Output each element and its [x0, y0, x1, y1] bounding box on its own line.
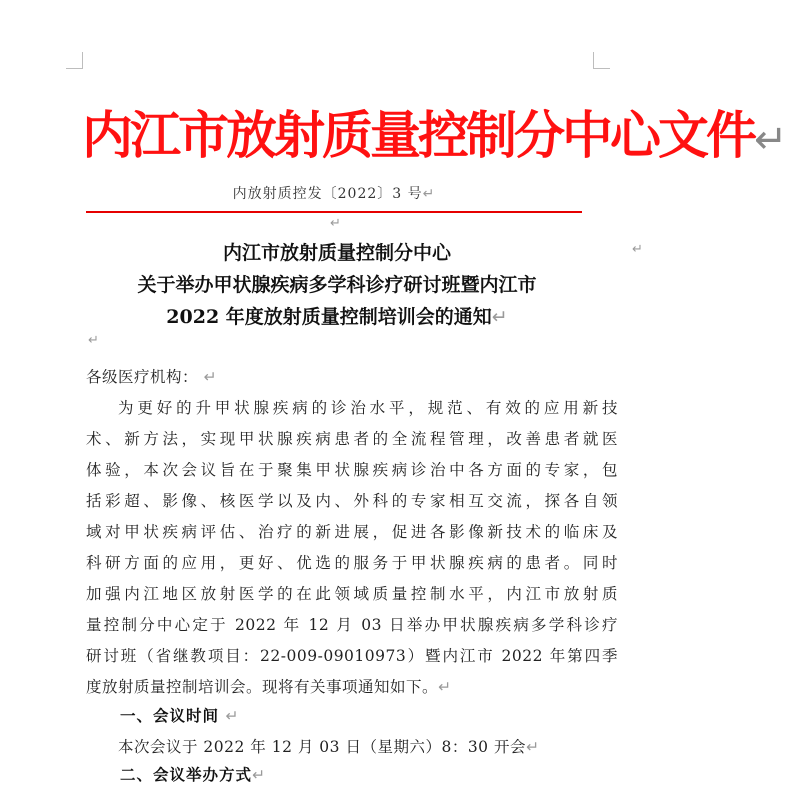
- section-2-title: 二、会议举办方式: [120, 766, 253, 784]
- notice-title-text-1: 内江市放射质量控制分中心: [222, 242, 451, 264]
- document-number-text: 内放射质控发〔2022〕3 号: [232, 186, 423, 202]
- body-line-9: 研讨班（省继教项目：22-009-09010973）暨内江市 2022 年第四季: [86, 647, 618, 665]
- notice-title-text-2: 关于举办甲状腺疾病多学科诊疗研讨班暨内江市: [137, 274, 537, 296]
- salutation: [86, 365, 217, 387]
- document-number: [0, 183, 668, 203]
- notice-title-line-3: [82, 302, 592, 329]
- red-divider-line: [86, 211, 582, 213]
- body-line-5: 域对甲状疾病评估、治疗的新进展，促进各影像新技术的临床及: [86, 523, 618, 541]
- body-line-3: 体验，本次会议旨在于聚集甲状腺疾病诊治中各方面的专家，包: [86, 461, 618, 479]
- paragraph-mark-icon: ↵: [525, 738, 540, 756]
- body-line-8: 量控制分中心定于 2022 年 12 月 03 日举办甲状腺疾病多学科诊疗: [86, 616, 618, 634]
- paragraph-mark-icon: ↵: [632, 242, 643, 257]
- notice-title-line-2: [82, 270, 592, 297]
- header-title-text: 内江市放射质量控制分中心文件: [82, 107, 755, 166]
- body-line-2: 术、新方法，实现甲状腺疾病患者的全流程管理，改善患者就医: [86, 430, 618, 448]
- paragraph-mark-icon: ↵: [203, 368, 217, 386]
- paragraph-mark-icon: ↵: [88, 333, 99, 348]
- body-line-7: 加强内江地区放射医学的在此领域质量控制水平，内江市放射质: [86, 585, 618, 603]
- paragraph-mark-icon: ↵: [252, 766, 267, 784]
- salutation-text: 各级医疗机构：: [86, 368, 199, 386]
- body-line-1: 为更好的升甲状腺疾病的诊治水平，规范、有效的应用新技: [118, 399, 618, 417]
- section-1-text-content: 本次会议于 2022 年 12 月 03 日（星期六）8：30 开会: [118, 738, 526, 756]
- section-1-text: [118, 735, 539, 757]
- section-1-heading: [120, 704, 239, 726]
- section-2-heading: [120, 763, 266, 785]
- paragraph-mark-icon: ↵: [330, 216, 341, 231]
- paragraph-mark-icon: ↵: [422, 186, 436, 202]
- section-1-title: 一、会议时间: [120, 707, 220, 725]
- paragraph-mark-icon: ↵: [225, 707, 240, 725]
- body-line-6: 科研方面的应用，更好、优选的服务于甲状腺疾病的患者。同时: [86, 554, 618, 572]
- body-line-4: 括彩超、影像、核医学以及内、外科的专家相互交流，探各自领: [86, 492, 618, 510]
- paragraph-mark-icon: ↵: [754, 117, 788, 163]
- header-title: [82, 94, 788, 168]
- body-line-10-text: 度放射质量控制培训会。现将有关事项通知如下。: [86, 678, 439, 696]
- notice-title-line-1: [82, 238, 592, 265]
- crop-mark-top-left: [66, 52, 83, 69]
- paragraph-mark-icon: ↵: [491, 306, 508, 328]
- notice-title-text-3: 2022 年度放射质量控制培训会的通知: [166, 306, 492, 328]
- body-line-10: [86, 675, 452, 697]
- paragraph-mark-icon: ↵: [438, 678, 452, 696]
- crop-mark-top-right: [593, 52, 610, 69]
